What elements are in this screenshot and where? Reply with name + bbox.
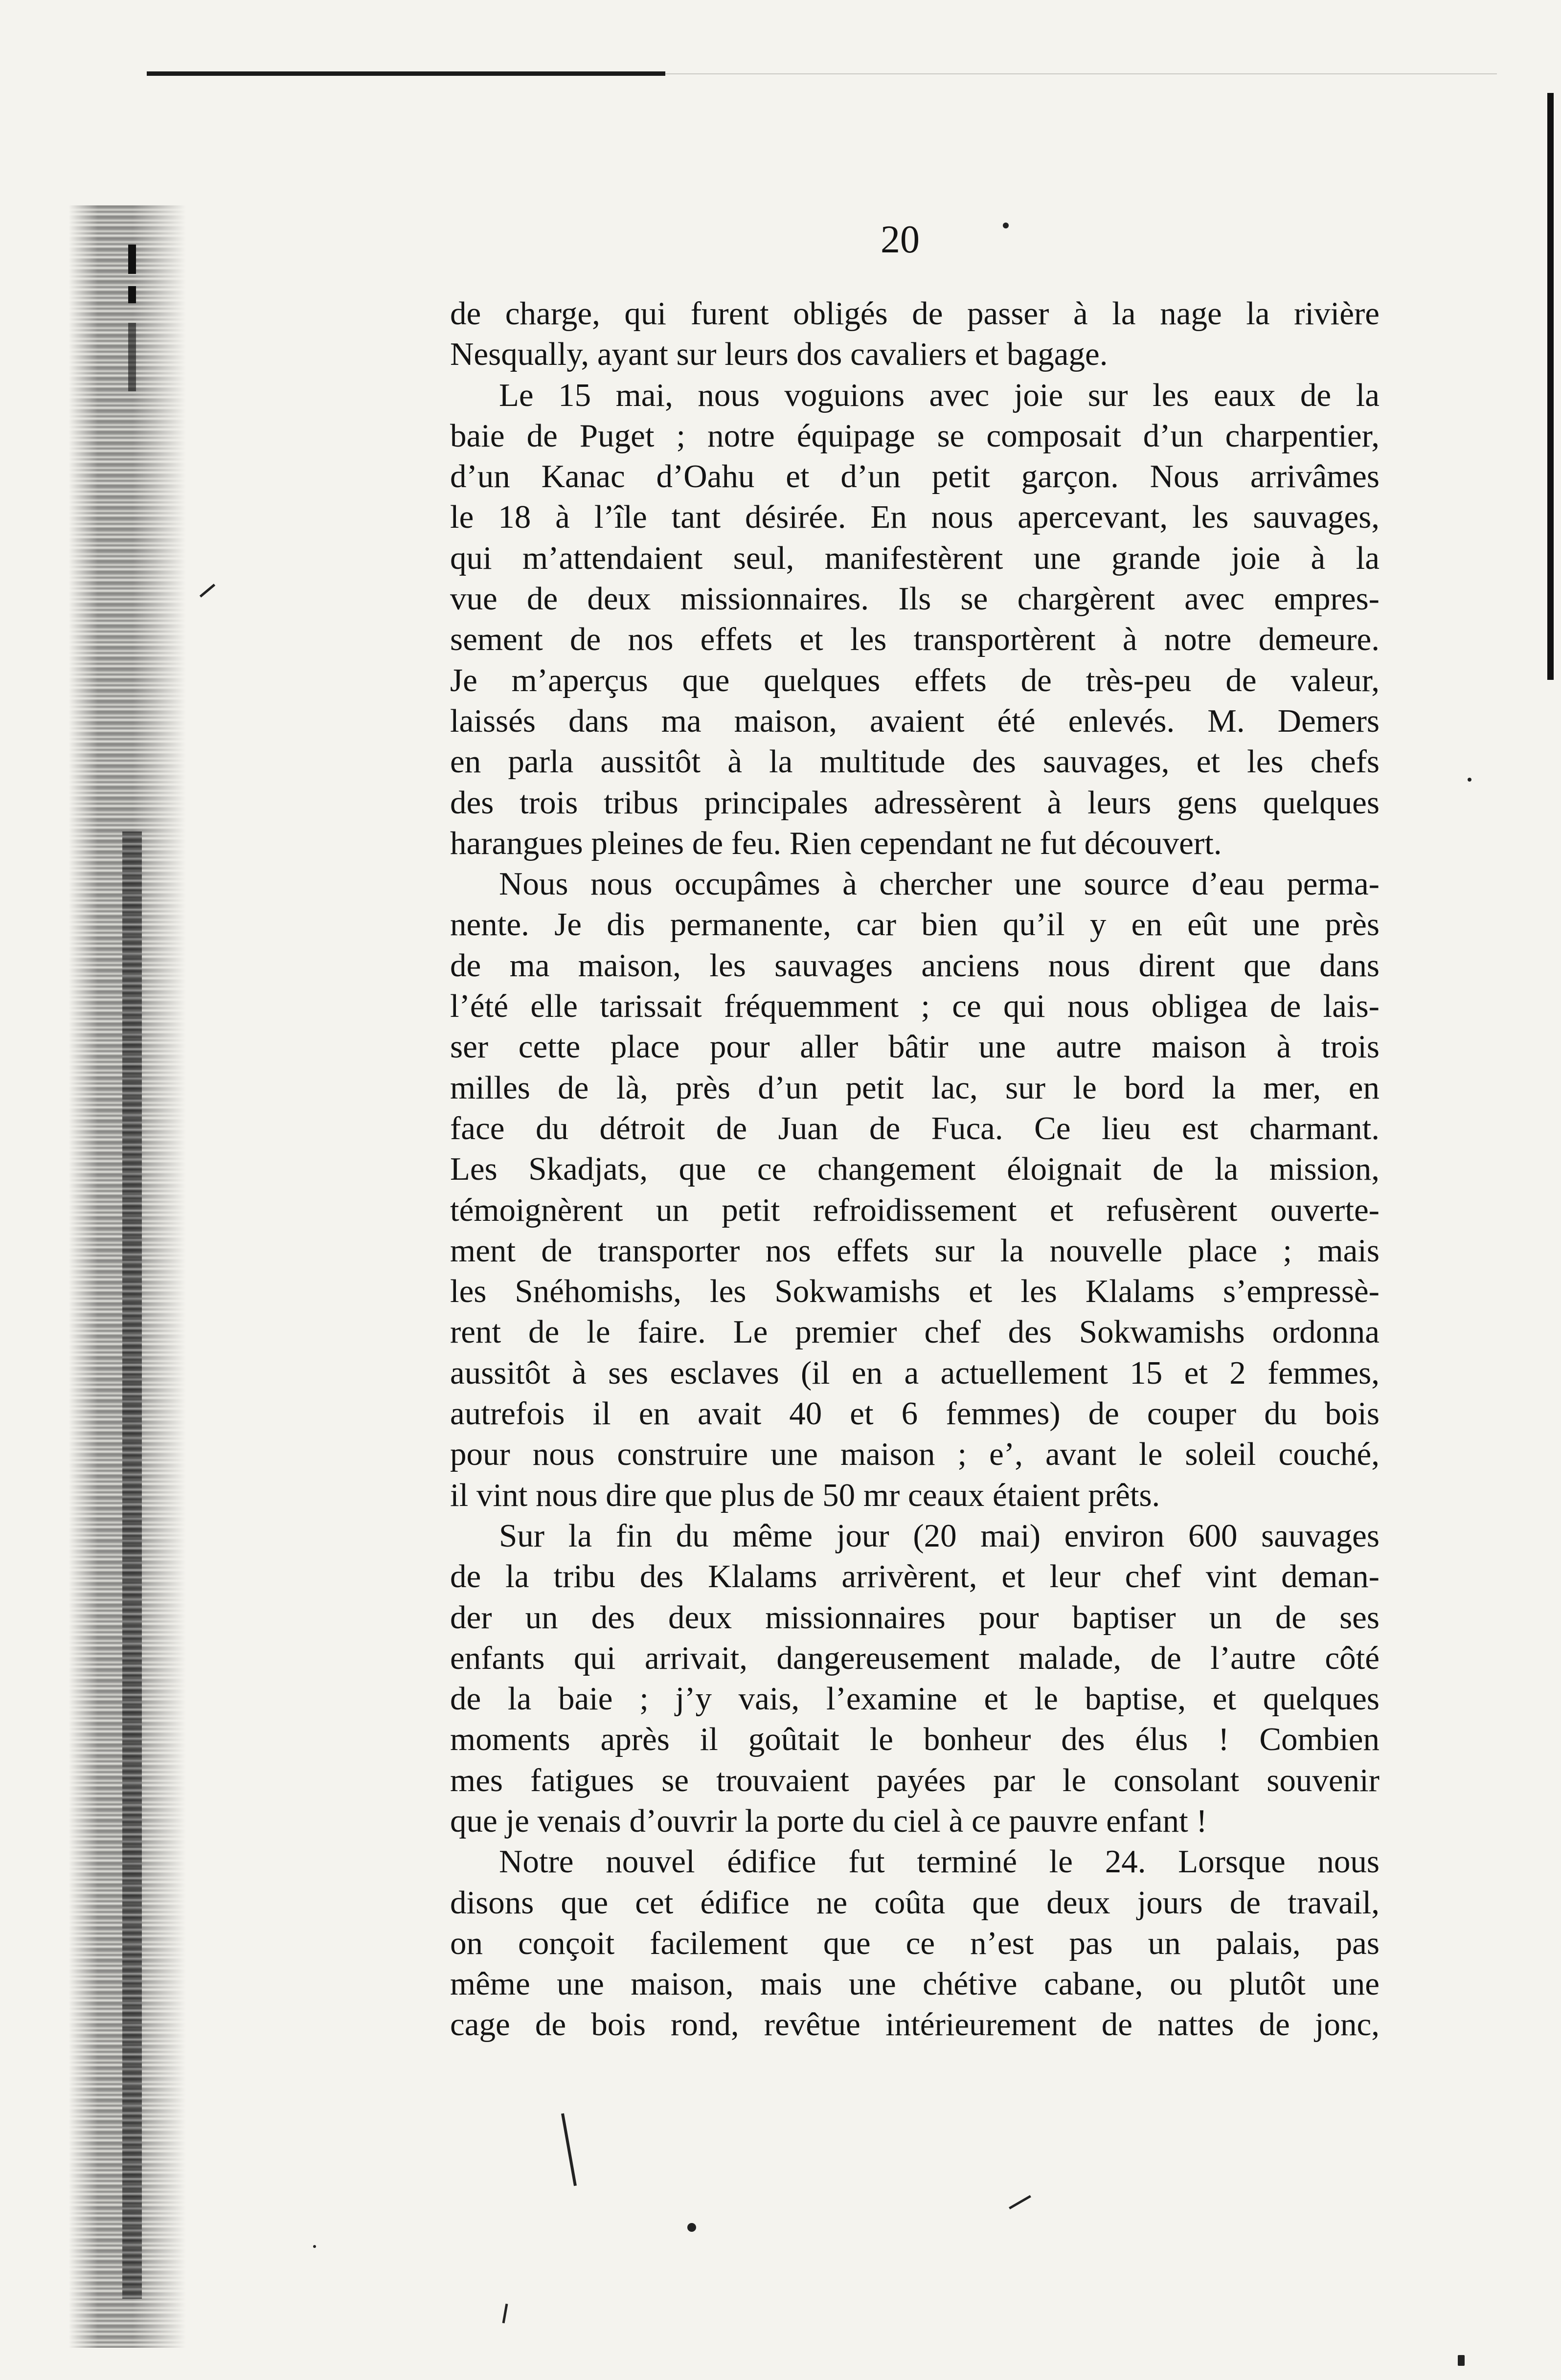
- text-line: der un des deux missionnaires pour baptiser un de ses: [450, 1599, 1380, 1636]
- text-line: ser cette place pour aller bâtir une autre maison à trois: [450, 1029, 1380, 1065]
- text-line: Nous nous occupâmes à chercher une source d’eau perma-: [499, 866, 1380, 902]
- body-text: [450, 293, 1380, 2045]
- scan-speck: [313, 2245, 316, 2248]
- text-line: Je m’aperçus que quelques effets de très-peu de valeur,: [450, 662, 1380, 698]
- text-line: l’été elle tarissait fréquemment ; ce qui nous obligea de lais-: [450, 988, 1380, 1025]
- text-line: sement de nos effets et les transportèrent à notre demeure.: [450, 621, 1380, 658]
- text-line: les Snéhomishs, les Sokwamishs et les Klalams s’empressè-: [450, 1273, 1380, 1310]
- text-line: enfants qui arrivait, dangereusement malade, de l’autre côté: [450, 1639, 1380, 1676]
- text-line: Les Skadjats, que ce changement éloignait de la mission,: [450, 1151, 1380, 1188]
- text-line: Sur la fin du même jour (20 mai) environ 600 sauvages: [499, 1517, 1380, 1554]
- gutter-mark: [128, 323, 136, 391]
- pen-stroke: [200, 584, 215, 597]
- text-line: même une maison, mais une chétive cabane, ou plutôt une: [450, 1966, 1380, 2002]
- text-line: disons que cet édifice ne coûta que deux jours de travail,: [450, 1884, 1380, 1921]
- scan-speck: [1458, 2355, 1465, 2366]
- text-line: milles de là, près d’un petit lac, sur le bord la mer, en: [450, 1069, 1380, 1106]
- page-number: 20: [881, 218, 920, 261]
- scan-speck: [1003, 223, 1009, 228]
- top-rule-faint: [665, 73, 1497, 74]
- text-line: de charge, qui furent obligés de passer à la nage la rivière: [450, 295, 1380, 332]
- pen-stroke: [561, 2113, 577, 2186]
- text-line: autrefois il en avait 40 et 6 femmes) de couper du bois: [450, 1395, 1380, 1432]
- text-line: de ma maison, les sauvages anciens nous dirent que dans: [450, 947, 1380, 984]
- text-line: en parla aussitôt à la multitude des sauvages, et les chefs: [450, 743, 1380, 780]
- text-line: moments après il goûtait le bonheur des élus ! Combien: [450, 1721, 1380, 1758]
- text-line: témoignèrent un petit refroidissement et refusèrent ouverte-: [450, 1191, 1380, 1228]
- text-line: mes fatigues se trouvaient payées par le consolant souvenir: [450, 1762, 1380, 1798]
- text-line: harangues pleines de feu. Rien cependant ne fut découvert.: [450, 825, 1222, 861]
- top-rule: [147, 71, 665, 76]
- text-line: pour nous construire une maison ; e’, avant le soleil couché,: [450, 1436, 1380, 1473]
- text-line: vue de deux missionnaires. Ils se chargèrent avec empres-: [450, 581, 1380, 617]
- gutter-mark: [128, 286, 136, 303]
- text-line: des trois tribus principales adressèrent à leurs gens quelques: [450, 784, 1380, 821]
- text-line: Le 15 mai, nous voguions avec joie sur les eaux de la: [499, 377, 1380, 413]
- text-line: Nesqually, ayant sur leurs dos cavaliers et bagage.: [450, 336, 1108, 373]
- text-line: laissés dans ma maison, avaient été enlevés. M. Demers: [450, 702, 1380, 739]
- text-line: qui m’attendaient seul, manifestèrent une grande joie à la: [450, 539, 1380, 576]
- text-line: il vint nous dire que plus de 50 mr ceaux étaient prêts.: [450, 1477, 1160, 1513]
- text-line: aussitôt à ses esclaves (il en a actuellement 15 et 2 femmes,: [450, 1354, 1380, 1391]
- scan-speck: [1468, 778, 1471, 782]
- pen-stroke: [502, 2304, 508, 2323]
- text-line: de la baie ; j’y vais, l’examine et le baptise, et quelques: [450, 1681, 1380, 1717]
- binding-gutter-shadow: [122, 831, 142, 2299]
- text-line: rent de le faire. Le premier chef des Sokwamishs ordonna: [450, 1314, 1380, 1350]
- text-line: on conçoit facilement que ce n’est pas un palais, pas: [450, 1925, 1380, 1961]
- text-line: d’un Kanac d’Oahu et d’un petit garçon. Nous arrivâmes: [450, 458, 1380, 495]
- text-line: Notre nouvel édifice fut terminé le 24. Lorsque nous: [499, 1843, 1380, 1880]
- pen-stroke: [1009, 2195, 1031, 2209]
- text-line: de la tribu des Klalams arrivèrent, et leur chef vint deman-: [450, 1558, 1380, 1595]
- text-line: que je venais d’ouvrir la porte du ciel à ce pauvre enfant !: [450, 1802, 1207, 1839]
- gutter-mark: [128, 245, 136, 274]
- text-line: le 18 à l’île tant désirée. En nous apercevant, les sauvages,: [450, 499, 1380, 536]
- scan-speck: [687, 2223, 696, 2232]
- text-line: nente. Je dis permanente, car bien qu’il y en eût une près: [450, 906, 1380, 943]
- text-line: face du détroit de Juan de Fuca. Ce lieu est charmant.: [450, 1110, 1380, 1146]
- right-edge-bar: [1547, 93, 1554, 680]
- text-line: baie de Puget ; notre équipage se composait d’un charpentier,: [450, 417, 1380, 454]
- text-line: ment de transporter nos effets sur la nouvelle place ; mais: [450, 1232, 1380, 1269]
- text-line: cage de bois rond, revêtue intérieurement de nattes de jonc,: [450, 2006, 1380, 2043]
